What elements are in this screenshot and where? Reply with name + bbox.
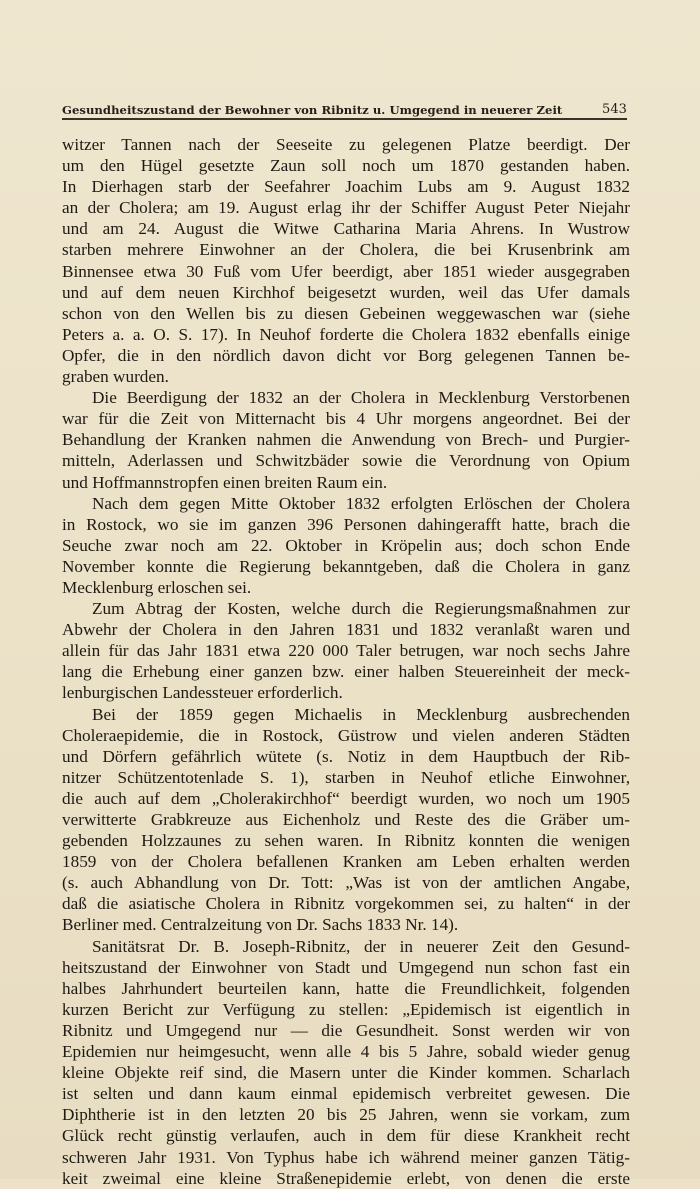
paragraph [62, 387, 630, 492]
text-line: gebenden Holzzaunes zu sehen waren. In Ribnitz konnten die wenigen [62, 831, 630, 851]
text-line: in Rostock, wo sie im ganzen 396 Personen dahingerafft hatte, brach die [62, 514, 630, 534]
page-number: 543 [602, 102, 627, 117]
text-line: und Dörfern gefährlich wütete (s. Notiz in dem Hauptbuch der Rib- [62, 746, 630, 766]
text-line: Bei der 1859 gegen Michaelis in Mecklenburg ausbrechenden [92, 704, 630, 724]
text-line: starben mehrere Einwohner an der Cholera, die bei Krusenbrink am [62, 240, 630, 260]
text-line: Mecklenburg erloschen sei. [62, 577, 252, 597]
body-text [62, 134, 630, 1189]
text-line: Opfer, die in den nördlich davon dicht vor Borg gelegenen Tannen be- [62, 345, 630, 365]
text-line: heitszustand der Einwohner von Stadt und Umgegend nun schon fast ein [62, 957, 630, 977]
text-line: Binnensee etwa 30 Fuß vom Ufer beerdigt, aber 1851 wieder ausgegraben [62, 261, 630, 281]
text-line: Ribnitz und Umgegend nur — die Gesundheit. Sonst werden wir von [62, 1020, 630, 1040]
text-line: mitteln, Aderlassen und Schwitzbäder sowie die Verordnung von Opium [62, 451, 630, 471]
text-line: daß die asiatische Cholera in Ribnitz vorgekommen sei, zu halten“ in der [62, 894, 630, 914]
text-line: Berliner med. Centralzeitung von Dr. Sachs 1833 Nr. 14). [62, 915, 459, 935]
text-line: an der Cholera; am 19. August erlag ihr der Schiffer August Peter Niejahr [62, 198, 630, 218]
text-line: um den Hügel gesetzte Zaun soll noch um 1870 gestanden haben. [62, 156, 630, 176]
text-line: Epidemien nur heimgesucht, wenn alle 4 bis 5 Jahre, sobald wieder genug [62, 1042, 630, 1062]
running-header [62, 93, 627, 117]
text-line: Die Beerdigung der 1832 an der Cholera in Mecklenburg Verstorbenen [92, 388, 630, 408]
header-rule [62, 118, 627, 120]
text-line: Glück recht günstig verlaufen, auch in dem für diese Krankheit recht [62, 1126, 630, 1146]
text-line: Nach dem gegen Mitte Oktober 1832 erfolgten Erlöschen der Cholera [92, 493, 630, 513]
text-line: war für die Zeit von Mitternacht bis 4 Uhr morgens angeordnet. Bei der [62, 409, 630, 429]
text-line: Choleraepidemie, die in Rostock, Güstrow und vielen anderen Städten [62, 725, 630, 745]
paragraph [62, 704, 630, 936]
text-line: keit zweimal eine kleine Straßenepidemie erlebt, von denen die erste [62, 1168, 630, 1188]
text-line: und am 24. August die Witwe Catharina Maria Ahrens. In Wustrow [62, 219, 630, 239]
text-line: Zum Abtrag der Kosten, welche durch die Regierungsmaßnahmen zur [92, 599, 630, 619]
text-line: und Hoffmannstropfen einen breiten Raum ein. [62, 472, 388, 492]
text-line: In Dierhagen starb der Seefahrer Joachim Lubs am 9. August 1832 [62, 177, 630, 197]
text-line: ist selten und dann kaum einmal epidemisch verbreitet gewesen. Die [62, 1084, 630, 1104]
text-line: die auch auf dem „Cholerakirchhof“ beerdigt wurden, wo noch um 1905 [62, 788, 630, 808]
paragraph [62, 493, 630, 598]
text-line: nitzer Schützentotenlade S. 1), starben in Neuhof etliche Einwohner, [62, 767, 630, 787]
text-line: Behandlung der Kranken nahmen die Anwendung von Brech- und Purgier- [62, 430, 630, 450]
text-line: allein für das Jahr 1831 etwa 220 000 Taler betrugen, war noch sechs Jahre [62, 641, 630, 661]
text-line: Peters a. a. O. S. 17). In Neuhof forderte die Cholera 1832 ebenfalls einige [62, 324, 630, 344]
text-line: witzer Tannen nach der Seeseite zu gelegenen Platze beerdigt. Der [62, 135, 630, 154]
text-line: Sanitätsrat Dr. B. Joseph-Ribnitz, der in neuerer Zeit den Gesund- [92, 936, 630, 956]
paragraph [62, 134, 630, 387]
text-line: lang die Erhebung einer ganzen bzw. einer halben Steuereinheit der meck- [62, 662, 630, 682]
text-line: halbes Jahrhundert beurteilen kann, hatte die Freundlichkeit, folgenden [62, 978, 630, 998]
text-line: kleine Objekte reif sind, die Masern unter die Kinder kommen. Scharlach [62, 1063, 630, 1083]
text-line: kurzen Bericht zur Verfügung zu stellen: „Epidemisch ist eigentlich in [62, 999, 630, 1019]
text-line: schon von den Wellen bis zu diesen Gebeinen weggewaschen war (siehe [62, 303, 630, 323]
text-line: lenburgischen Landessteuer erforderlich. [62, 683, 343, 703]
paragraph [62, 936, 630, 1189]
text-line: (s. auch Abhandlung von Dr. Tott: „Was ist von der amtlichen Angabe, [62, 873, 630, 893]
text-line: schweren Jahr 1931. Von Typhus habe ich während meiner ganzen Tätig- [62, 1147, 630, 1167]
paragraph [62, 598, 630, 703]
text-line: verwitterte Grabkreuze aus Eichenholz und Reste des die Gräber um- [62, 810, 630, 829]
text-line: und auf dem neuen Kirchhof beigesetzt wurden, weil das Ufer damals [62, 282, 630, 302]
text-line: November konnte die Regierung bekanntgeben, daß die Cholera in ganz [62, 556, 630, 576]
text-line: graben wurden. [62, 367, 169, 387]
running-title: Gesundheitszustand der Bewohner von Ribnitz u. Umgegend in neuerer Zeit [62, 103, 563, 117]
text-line: Abwehr der Cholera in den Jahren 1831 und 1832 veranlaßt waren und [62, 620, 630, 640]
text-line: Diphtherie ist in den letzten 20 bis 25 Jahren, wenn sie vorkam, zum [62, 1105, 630, 1125]
text-line: Seuche zwar noch am 22. Oktober in Kröpelin aus; doch schon Ende [62, 535, 630, 555]
text-line: 1859 von der Cholera befallenen Kranken am Leben erhalten werden [62, 852, 630, 872]
